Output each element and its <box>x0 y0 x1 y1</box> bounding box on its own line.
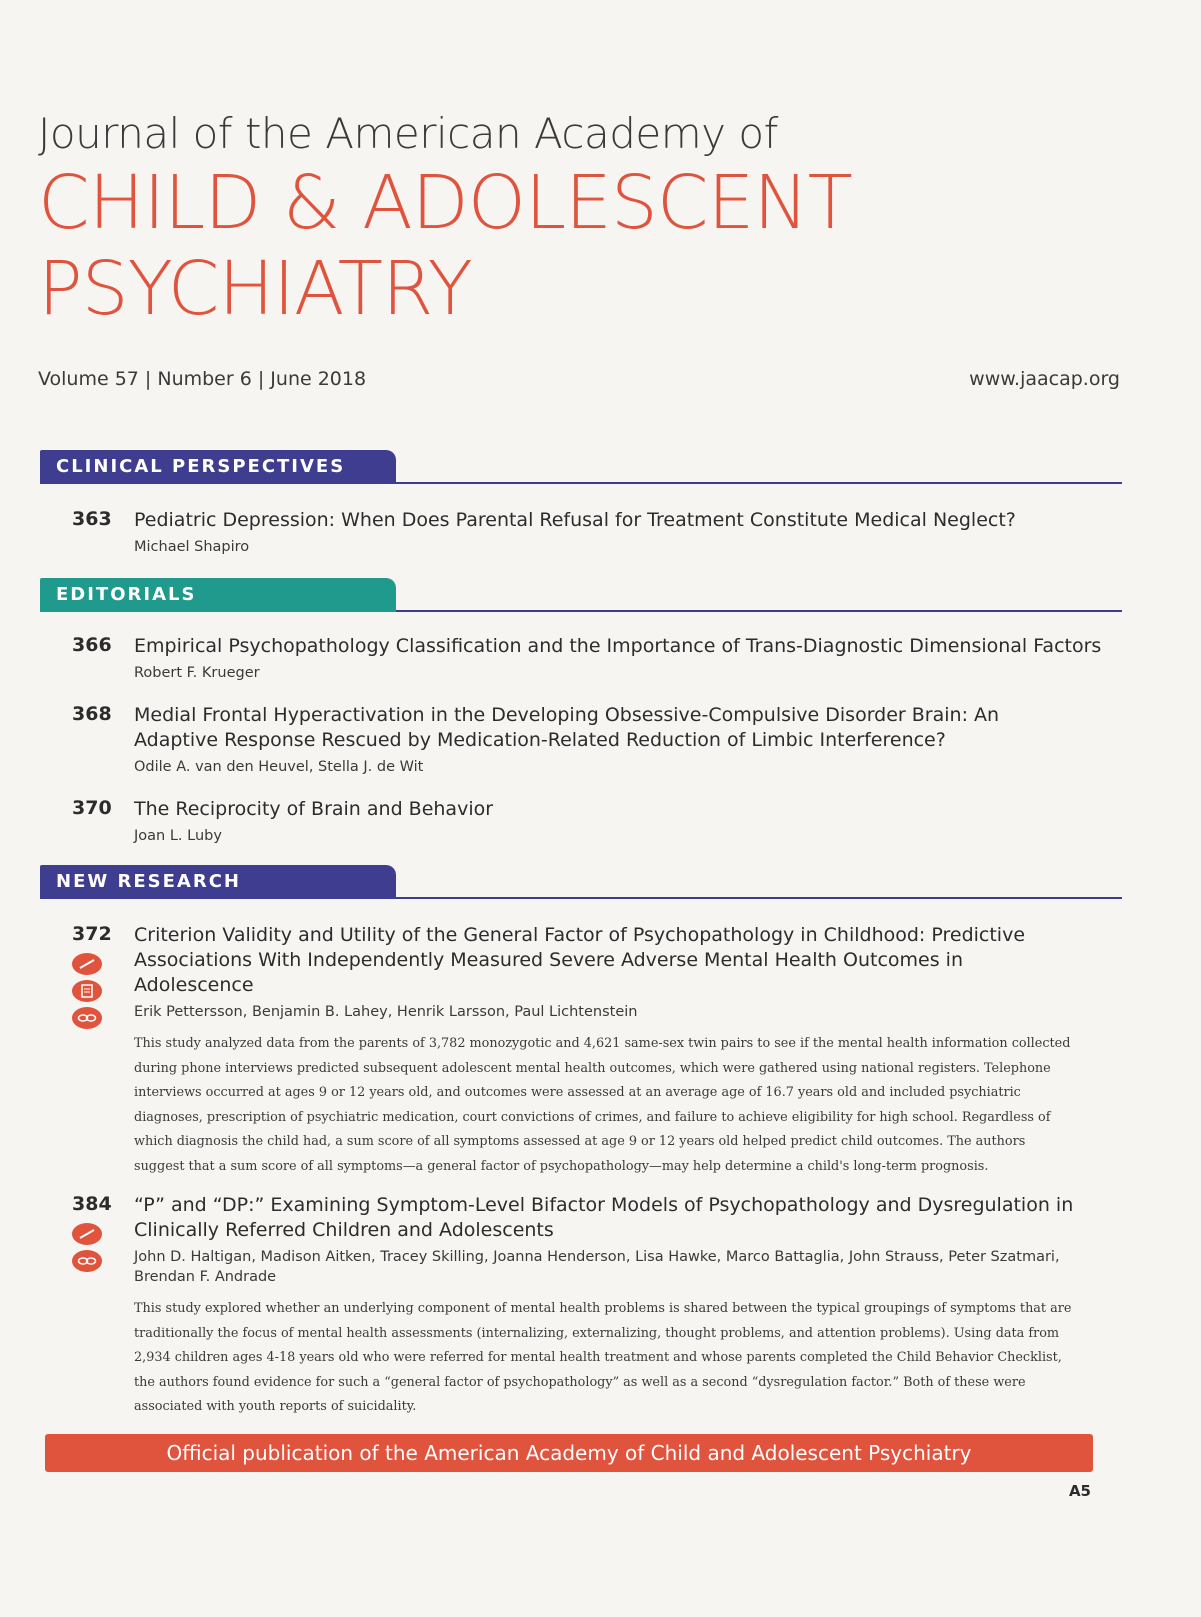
article-entry[interactable] <box>72 923 1122 1179</box>
article-title[interactable]: Pediatric Depression: When Does Parental Refusal for Treatment Constitute Medical Neglect? <box>134 509 1016 531</box>
article-page-number: 372 <box>72 923 112 945</box>
article-title[interactable]: Criterion Validity and Utility of the General Factor of Psychopathology in Childhood: Predictive Associations With Independently Measured Severe Adverse Mental Health Outcomes in Adolescence <box>134 924 1026 996</box>
article-page-number: 368 <box>72 703 112 725</box>
section-heading: EDITORIALS <box>40 578 396 612</box>
article-title[interactable]: “P” and “DP:” Examining Symptom-Level Bifactor Models of Psychopathology and Dysregulation in Clinically Referred Children and Adolescents <box>134 1194 1074 1241</box>
issue-row <box>38 368 1120 390</box>
article-entry[interactable] <box>72 1193 1122 1420</box>
article-entry[interactable] <box>72 508 1122 557</box>
article-page-number: 366 <box>72 634 112 656</box>
article-title[interactable]: The Reciprocity of Brain and Behavior <box>134 798 494 820</box>
article-abstract: This study explored whether an underlying component of mental health problems is shared between the typical groupings of symptoms that are traditionally the focus of mental health assessments (internalizing, externalizing, thought problems, and attention problems). Using data from 2,934 children ages 4-18 years old who were referred for mental health treatment and whose parents completed the Child Behavior Checklist, the authors found evidence for such a “general factor of psychopathology” as well as a second “dysregulation factor.” Both of these were associated with youth reports of suicidality. <box>134 1301 1072 1414</box>
link-icon <box>72 1250 102 1272</box>
section-header <box>40 865 1122 901</box>
official-publication-banner: Official publication of the American Academy of Child and Adolescent Psychiatry <box>45 1434 1093 1472</box>
journal-title-line-2: PSYCHIATRY <box>38 246 472 332</box>
section-new-research <box>40 865 1122 1420</box>
article-entry[interactable] <box>72 797 1122 846</box>
journal-name-line: Journal of the American Academy of <box>38 109 778 158</box>
issue-info: Volume 57 | Number 6 | June 2018 <box>38 368 367 390</box>
journal-url[interactable]: www.jaacap.org <box>969 368 1120 390</box>
pencil-icon <box>72 1223 102 1245</box>
article-abstract: This study analyzed data from the parents of 3,782 monozygotic and 4,621 same-sex twin pairs to see if the mental health information collected during phone interviews predicted subsequent adolescent mental health outcomes, which were gathered using national registers. Telephone interviews occurred at ages 9 or 12 years old, and outcomes were assessed at an average age of 16.7 years old and included psychiatric diagnoses, prescription of psychiatric medication, court convictions of crimes, and failure to achieve eligibility for high school. Regardless of which diagnosis the child had, a sum score of all symptoms assessed at age 9 or 12 years old helped predict child outcomes. The authors suggest that a sum score of all symptoms—a general factor of psychopathology—may help determine a child's long-term prognosis. <box>134 1036 1071 1174</box>
article-page-number: 363 <box>72 508 112 530</box>
section-header <box>40 450 1122 486</box>
pencil-icon <box>72 953 102 975</box>
article-title[interactable]: Empirical Psychopathology Classification and the Importance of Trans-Diagnostic Dimensional Factors <box>134 635 1102 657</box>
page-folio: A5 <box>1068 1482 1091 1500</box>
article-badges <box>72 953 108 1034</box>
article-authors: Robert F. Krueger <box>134 665 260 681</box>
article-page-number: 384 <box>72 1193 112 1215</box>
article-title[interactable]: Medial Frontal Hyperactivation in the Developing Obsessive-Compulsive Disorder Brain: An Adaptive Response Rescued by Medication-Related Reduction of Limbic Interference? <box>134 704 1000 751</box>
section-editorials <box>40 578 1122 846</box>
section-clinical-perspectives <box>40 450 1122 557</box>
article-entry[interactable] <box>72 703 1122 777</box>
article-badges <box>72 1223 108 1277</box>
article-authors: Odile A. van den Heuvel, Stella J. de Wit <box>134 759 424 775</box>
section-heading: NEW RESEARCH <box>40 865 396 899</box>
masthead <box>38 108 1138 332</box>
article-authors: Joan L. Luby <box>134 828 222 844</box>
article-entry[interactable] <box>72 634 1122 683</box>
section-rule <box>396 610 1122 612</box>
section-header <box>40 578 1122 614</box>
section-heading: CLINICAL PERSPECTIVES <box>40 450 396 484</box>
article-authors: Michael Shapiro <box>134 539 250 555</box>
article-authors: Erik Pettersson, Benjamin B. Lahey, Henrik Larsson, Paul Lichtenstein <box>134 1004 638 1020</box>
article-authors: John D. Haltigan, Madison Aitken, Tracey Skilling, Joanna Henderson, Lisa Hawke, Marco Battaglia, John Strauss, Peter Szatmari, Brendan F. Andrade <box>134 1249 1060 1285</box>
section-rule <box>396 482 1122 484</box>
section-rule <box>396 897 1122 899</box>
journal-title-line-1: CHILD & ADOLESCENT <box>38 160 852 246</box>
link-icon <box>72 1007 102 1029</box>
supplemental-icon <box>72 980 102 1002</box>
article-page-number: 370 <box>72 797 112 819</box>
